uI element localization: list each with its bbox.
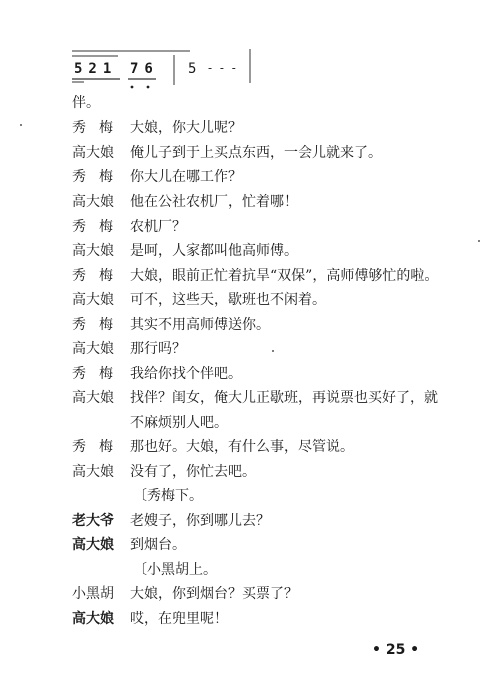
speaker-name: 高大娘 [72,243,114,259]
speaker-name: 高大娘 [72,194,114,210]
speaker-name: 秀梅 [72,317,126,333]
speaker-name: 秀梅 [72,366,126,382]
dialogue-line [72,438,354,456]
dialogue-text: 他在公社农机厂，忙着哪！ [130,194,298,210]
dialogue-text: 大娘，你大儿呢？ [130,120,242,136]
dialogue-line [72,316,270,334]
notation-group-3: 5 [188,61,203,77]
dialogue-text: 农机厂？ [130,219,186,235]
dialogue-text: 那行吗？ [130,341,186,357]
stage-direction: 〔小黑胡上。 [133,562,217,578]
dialogue-text: 你大儿在哪工作？ [130,169,242,185]
dialogue-text: 老嫂子，你到哪儿去？ [130,513,270,529]
dialogue-line [72,193,298,211]
dialogue-line [72,291,326,309]
speaker-name: 高大娘 [72,292,114,308]
dialogue-text: 没有了，你忙去吧。 [130,464,256,480]
dialogue-line [72,242,298,260]
continuation-text: 伴。 [72,95,100,111]
dialogue-line [72,463,256,481]
music-notation [70,45,260,95]
dialogue-line [72,267,438,285]
dialogue-line [72,119,242,137]
dialogue-line [72,218,186,236]
speaker-name: 秀梅 [72,120,126,136]
dialogue-text: 大娘，眼前正忙着抗旱“双保”，高师傅够忙的啦。 [130,268,439,284]
dialogue-text: 到烟台。 [130,537,186,553]
dialogue-text: 可不，这些天，歇班也不闲着。 [130,292,326,308]
dialogue-text: 哎，在兜里呢！ [130,611,228,627]
dialogue-text: 其实不用高师傅送你。 [130,317,270,333]
scan-speck [20,124,22,126]
dialogue-text: 大娘，你到烟台？买票了？ [130,586,298,602]
speaker-name: 高大娘 [72,464,114,480]
speaker-name: 秀梅 [72,219,126,235]
dialogue-line [72,389,438,407]
notation-group-1: 521 [74,61,118,77]
speaker-name: 老大爷 [72,513,114,529]
scan-speck [272,350,274,352]
notation-group-2: 76 [130,61,159,77]
speaker-name: 秀梅 [72,268,126,284]
speaker-name: 秀梅 [72,439,126,455]
dialogue-line [72,340,186,358]
dialogue-text: 俺儿子到于上买点东西，一会儿就来了。 [130,145,382,161]
dialogue-text: 找伴？闺女，俺大儿正歇班，再说票也买好了，就 [130,390,438,406]
speaker-name: 高大娘 [72,341,114,357]
dialogue-line [72,144,382,162]
dialogue-line [72,168,242,186]
dialogue-line [72,536,186,554]
speaker-name: 高大娘 [72,537,114,553]
speaker-name: 小黑胡 [72,586,114,602]
scan-speck [478,240,480,242]
page-number: • 25 • [372,642,420,658]
dialogue-text: 我给你找个伴吧。 [130,366,242,382]
dialogue-line [72,512,270,530]
dialogue-text: 那也好。大娘，有什么事，尽管说。 [130,439,354,455]
dialogue-text: 是呵，人家都叫他高师傅。 [130,243,298,259]
dialogue-line [72,610,228,628]
dialogue-line [72,365,242,383]
speaker-name: 高大娘 [72,145,114,161]
stage-direction: 〔秀梅下。 [133,488,203,504]
speaker-name: 高大娘 [72,611,114,627]
notation-dash: - - - [208,61,238,75]
speaker-name: 秀梅 [72,169,126,185]
speaker-name: 高大娘 [72,390,114,406]
dialogue-continuation: 不麻烦别人吧。 [130,415,228,431]
dialogue-line [72,585,298,603]
